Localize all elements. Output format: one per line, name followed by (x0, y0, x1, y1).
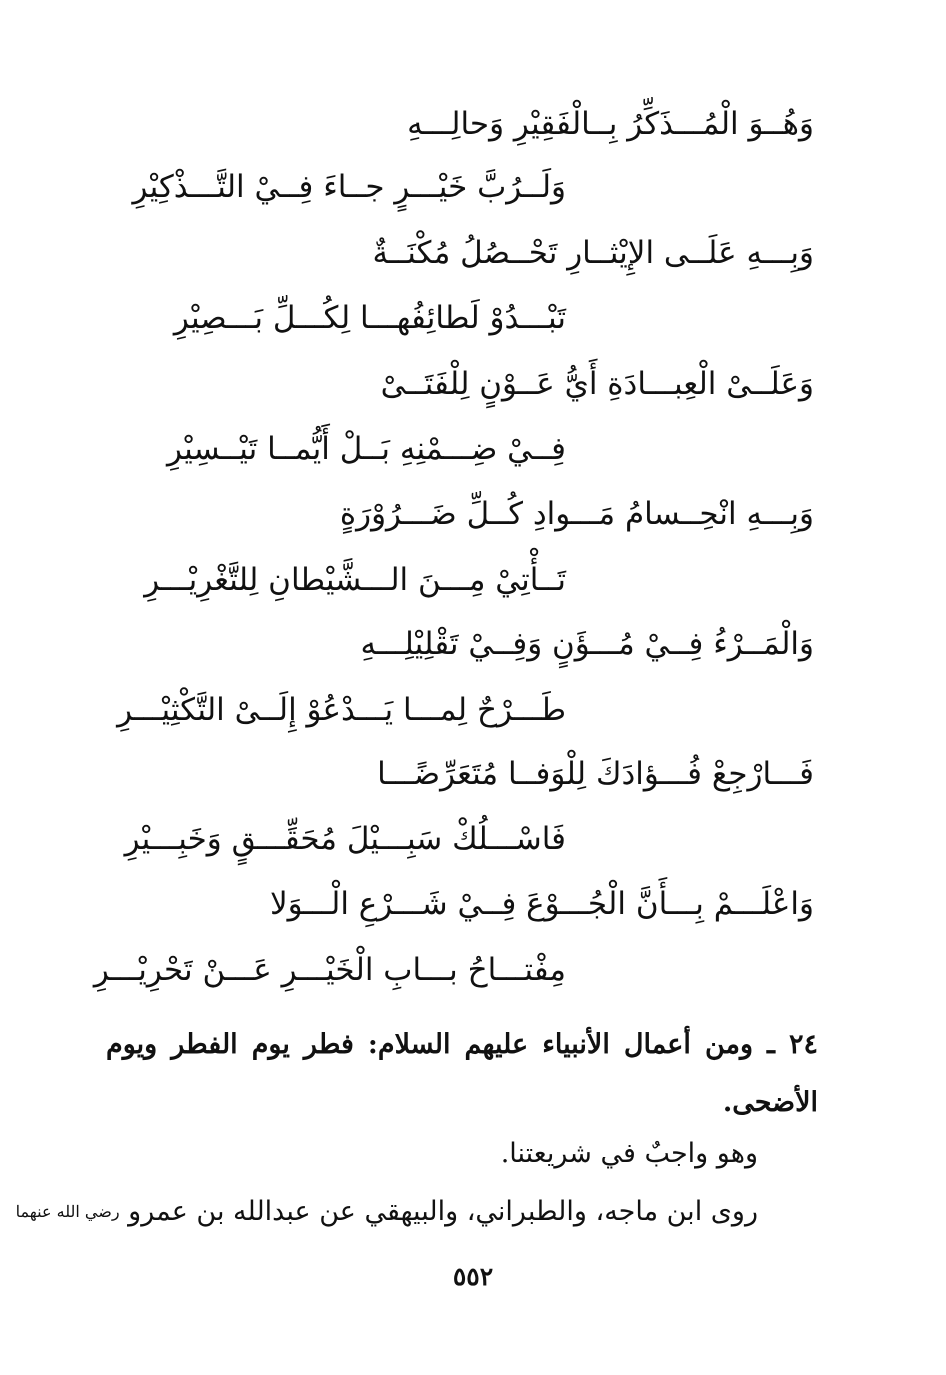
body-paragraph-1: وهو واجبٌ في شريعتنا. (500, 1138, 758, 1169)
poem-line-13: وَاعْلَـــمْ بِـــأَنَّ الْجُـــوْعَ فِــيْ شَـــرْعِ الْـــوَلا (269, 886, 814, 922)
poem-line-9: وَالْمَــرْءُ فِــيْ مُـــؤَنٍ وَفِــيْ تَقْلِيْلِـــهِ (360, 626, 814, 662)
poem-line-3: وَبِـــهِ عَلَــى الإِيْثــارِ تَحْــصُلُ مُكْنَــةٌ (372, 235, 814, 271)
poem-line-2: وَلَــرُبَّ خَيْـــرٍ جــاءَ فِــيْ التَّـــذْكِيْرِ (132, 169, 566, 205)
poem-line-6: فِــيْ ضِـــمْنِهِ بَــلْ أَيُّمــا تَيْــسِيْرِ (166, 431, 566, 467)
poem-line-12: فَاسْـــلُكْ سَبِـــيْلَ مُحَقِّـــقٍ وَخَبِـــيْرِ (124, 821, 566, 857)
section-heading: ٢٤ ـ ومن أعمال الأنبياء عليهم السلام: فطر يوم الفطر ويوم الأضحى. (106, 1029, 818, 1118)
poem-line-14: مِفْتـــاحُ بـــابِ الْخَيْـــرِ عَـــنْ تَحْرِيْـــرِ (93, 952, 566, 988)
poem-line-4: تَبْـــدُوْ لَطائِفُهـــا لِكُـــلِّ بَـــصِيْرِ (173, 300, 566, 336)
page-number: ٥٥٢ (452, 1262, 494, 1291)
poem-line-10: طَـــرْحٌ لِمـــا يَـــدْعُوْ إِلَــىْ التَّكْثِيْـــرِ (117, 692, 566, 728)
body-paragraph-2-text: روى ابن ماجه، والطبراني، والبيهقي عن عبدالله بن عمرو (128, 1196, 758, 1227)
poem-line-1: وَهُــوَ الْمُـــذَكِّرُ بِــالْفَقِيْرِ وَحالِـــهِ (407, 106, 814, 142)
poem-line-8: تَــأْتِيْ مِـــنَ الـــشَّيْطانِ لِلتَّغْرِيْـــرِ (144, 562, 566, 598)
poem-line-5: وَعَلَــىْ الْعِبـــادَةِ أَيُّ عَــوْنٍ لِلْفَتَــىْ (380, 366, 814, 402)
body-paragraph-2 (16, 1192, 758, 1232)
poem-line-7: وَبِـــهِ انْحِــسامُ مَـــوادِ كُــلِّ ضَـــرُوْرَةٍ (339, 496, 814, 532)
honorific-symbol: رضي الله عنهما (15, 1202, 120, 1221)
poem-line-11: فَـــارْجِعْ فُـــؤادَكَ لِلْوَفــا مُتَعَرِّضًـــا (377, 756, 814, 792)
